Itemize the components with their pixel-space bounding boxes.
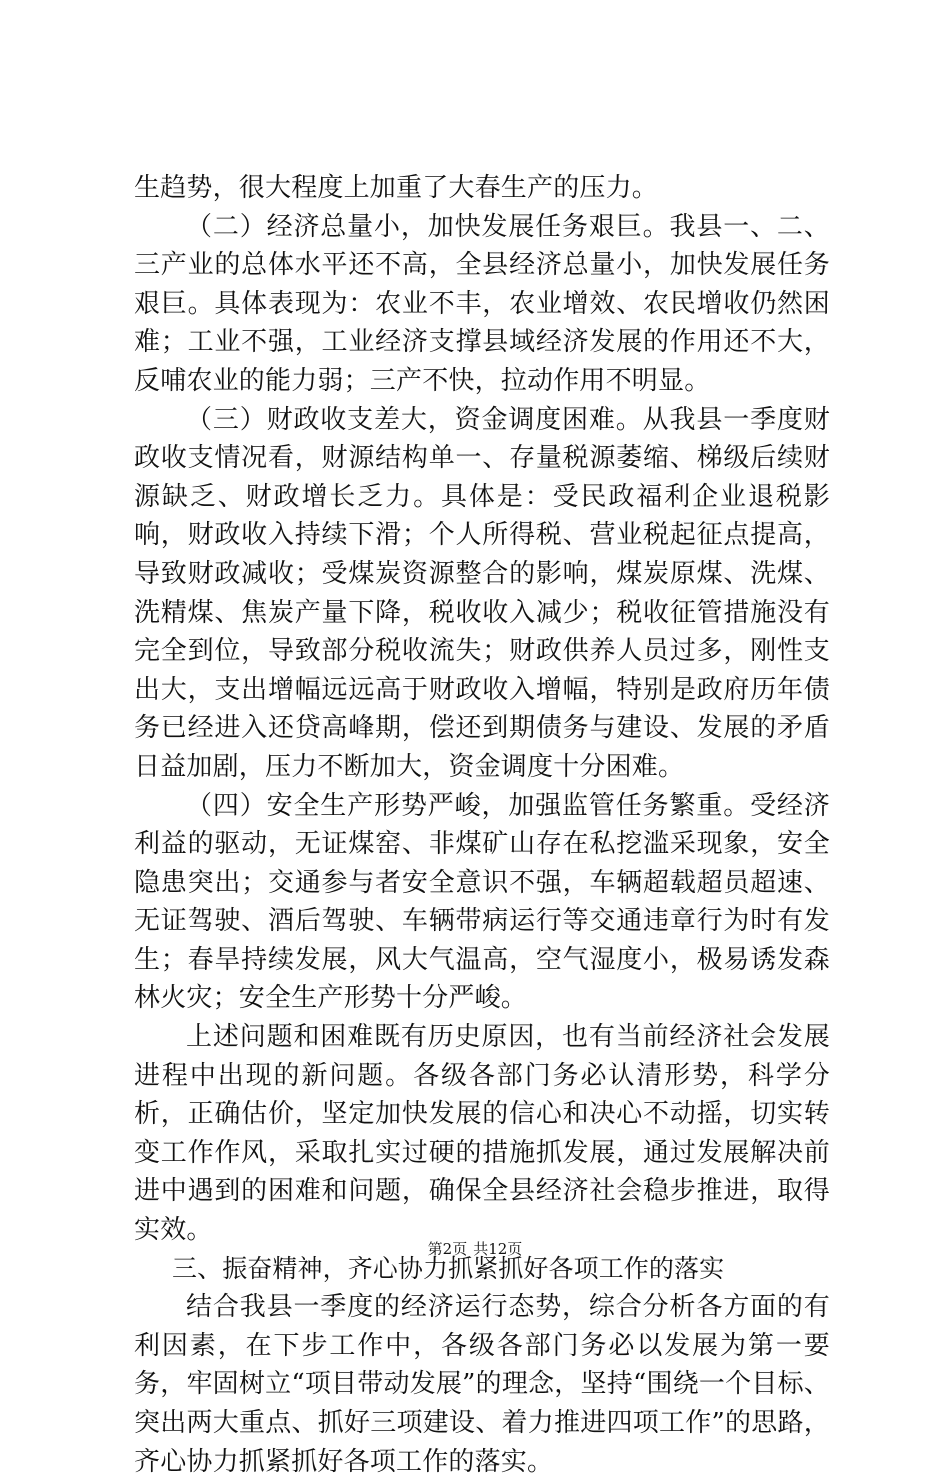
paragraph-fiscal: （三）财政收支差大，资金调度困难。从我县一季度财政收支情况看，财源结构单一、存量税源萎缩、梯级后续财源缺乏、财政增长乏力。具体是：受民政福利企业退税影响，财政收入持续下滑；个人所得税、营业税起征点提高，导致财政减收；受煤炭资源整合的影响，煤炭原煤、洗煤、洗精煤、焦炭产量下降，税收收入减少；税收征管措施没有完全到位，导致部分税收流失；财政供养人员过多，刚性支出大，支出增幅远远高于财政收入增幅，特别是政府历年债务已经进入还贷高峰期，偿还到期债务与建设、发展的矛盾日益加剧，压力不断加大，资金调度十分困难。 [134,404,830,782]
page-total: 共12页 [473,1240,523,1258]
page-footer [0,1238,950,1260]
paragraph-implementation: 结合我县一季度的经济运行态势，综合分析各方面的有利因素，在下步工作中，各级各部门务必以发展为第一要务，牢固树立“项目带动发展”的理念，坚持“围绕一个目标、突出两大重点、抓好三项建设、着力推进四项工作”的思路，齐心协力抓紧抓好各项工作的落实。 [134,1292,830,1477]
section-heading: 三、振奋精神，齐心协力抓紧抓好各项工作的落实 [172,1253,725,1283]
paragraph-summary: 上述问题和困难既有历史原因，也有当前经济社会发展进程中出现的新问题。各级各部门务必认清形势，科学分析，正确估价，坚定加快发展的信心和决心不动摇，切实转变工作作风，采取扎实过硬的措施抓发展，通过发展解决前进中遇到的困难和问题，确保全县经济社会稳步推进，取得实效。 [134,1022,830,1246]
page-number: 第2页 [427,1240,468,1258]
paragraph-continuation: 生趋势，很大程度上加重了大春生产的压力。 [134,173,659,203]
paragraph-economic-total: （二）经济总量小，加快发展任务艰巨。我县一、二、三产业的总体水平还不高，全县经济总量小，加快发展任务艰巨。具体表现为：农业不丰，农业增效、农民增收仍然困难；工业不强，工业经济支撑县域经济发展的作用还不大，反哺农业的能力弱；三产不快，拉动作用不明显。 [134,211,830,396]
paragraph-safety: （四）安全生产形势严峻，加强监管任务繁重。受经济利益的驱动，无证煤窑、非煤矿山存在私挖滥采现象，安全隐患突出；交通参与者安全意识不强，车辆超载超员超速、无证驾驶、酒后驾驶、车辆带病运行等交通违章行为时有发生；春旱持续发展，风大气温高，空气湿度小，极易诱发森林火灾；安全生产形势十分严峻。 [134,790,830,1014]
document-body [134,169,830,1481]
